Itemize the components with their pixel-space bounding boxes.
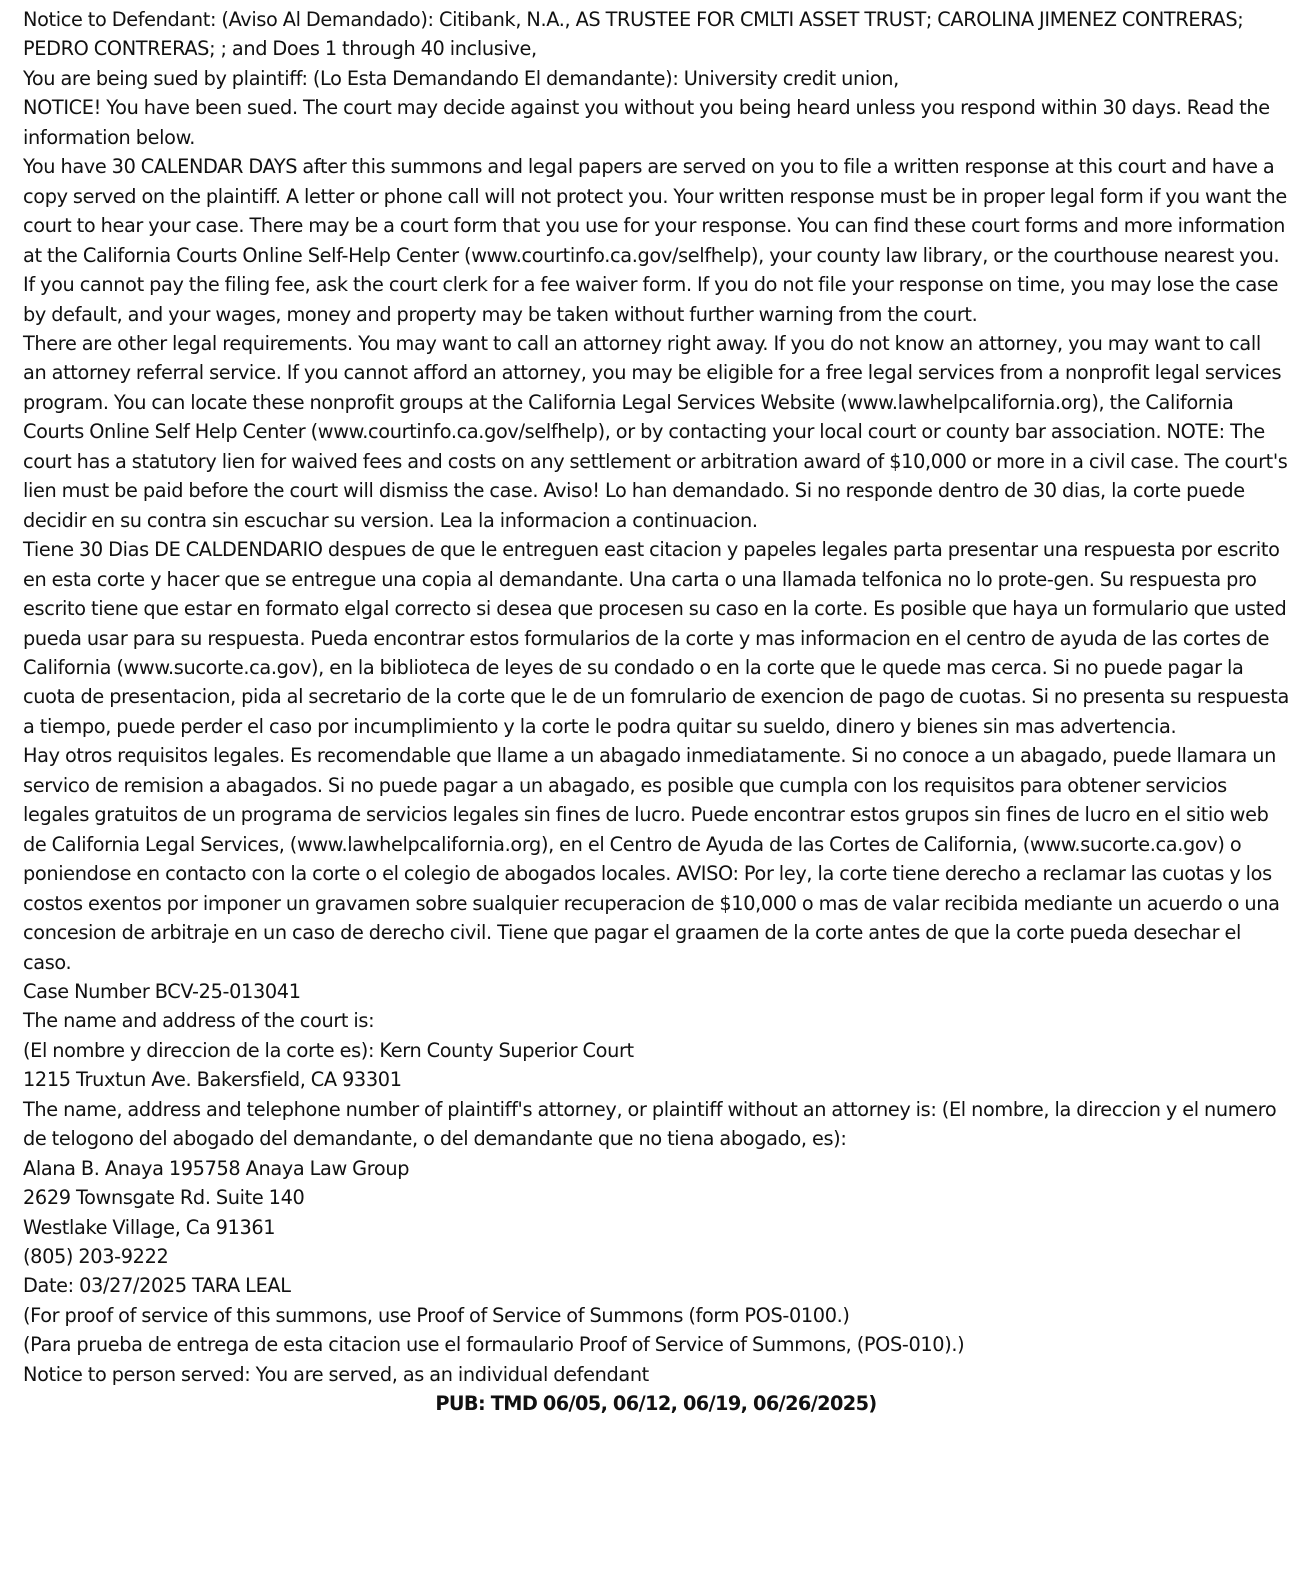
person-served-notice: Notice to person served: You are served, as an individual defendant bbox=[23, 1362, 649, 1386]
english-legal-requirements: There are other legal requirements. You may want to call an attorney right away. If you do not know an attorney, you may want to call an attorney referral service. If you cannot afford an attorney, you may be eligible for a free legal services from a nonprofit legal services program. You can locate these nonprofit groups at the California Legal Services Website (www.lawhelpcalifornia.org), the California Courts Online Self Help Center (www.courtinfo.ca.gov/selfhelp), or by contacting your local court or county bar association. NOTE: The court has a statutory lien for waived fees and costs on any settlement or arbitration award of $10,000 or more in a civil case. The court's lien must be paid before the court will dismiss the case. Aviso! Lo han demandado. Si no responde dentro de 30 dias, la corte puede decidir en su contra sin escuchar su version. Lea la informacion a continuacion. bbox=[23, 331, 1288, 532]
proof-of-service-spanish: (Para prueba de entrega de esta citacion use el formaulario Proof of Service of Summons, (POS-010).) bbox=[23, 1333, 965, 1357]
legal-notice bbox=[23, 5, 1289, 1419]
court-heading: The name and address of the court is: bbox=[23, 1009, 375, 1033]
attorney-street: 2629 Townsgate Rd. Suite 140 bbox=[23, 1186, 305, 1210]
proof-of-service-english: (For proof of service of this summons, use Proof of Service of Summons (form POS-0100.) bbox=[23, 1303, 850, 1327]
attorney-name: Alana B. Anaya 195758 Anaya Law Group bbox=[23, 1156, 410, 1180]
attorney-heading: The name, address and telephone number of plaintiff's attorney, or plaintiff without an attorney is: (El nombre, la direccion y el numero de telogono del abogado del demandante, o del demandante que no tiena abogado, es): bbox=[23, 1097, 1277, 1151]
court-name: (El nombre y direccion de la corte es): Kern County Superior Court bbox=[23, 1038, 634, 1062]
attorney-city: Westlake Village, Ca 91361 bbox=[23, 1215, 276, 1239]
plaintiff-paragraph: You are being sued by plaintiff: (Lo Esta Demandando El demandante): University credit union, bbox=[23, 66, 899, 90]
publication-line: PUB: TMD 06/05, 06/12, 06/19, 06/26/2025) bbox=[435, 1392, 877, 1416]
court-address: 1215 Truxtun Ave. Bakersfield, CA 93301 bbox=[23, 1068, 402, 1092]
spanish-legal-requirements: Hay otros requisitos legales. Es recomendable que llame a un abagado inmediatamente. Si no conoce a un abagado, puede llamara un servico de remision a abagados. Si no puede pagar a un abagado, es posible que cumpla con los requisitos para obtener servicios legales gratuitos de un programa de servicios legales sin fines de lucro. Puede encontrar estos grupos sin fines de lucro en el sitio web de California Legal Services, (www.lawhelpcalifornia.org), en el Centro de Ayuda de las Cortes de California, (www.sucorte.ca.gov) o poniendose en contacto con la corte o el colegio de abogados locales. AVISO: Por ley, la corte tiene derecho a reclamar las cuotas y los costos exentos por imponer un gravamen sobre sualquier recuperacion de $10,000 o mas de valar recibida mediante un acuerdo o una concesion de arbitraje en un caso de derecho civil. Tiene que pagar el graamen de la corte antes de que la corte pueda desechar el caso. bbox=[23, 744, 1280, 974]
sued-warning: NOTICE! You have been sued. The court may decide against you without you being heard unless you respond within 30 days. Read the information below. bbox=[23, 96, 1270, 149]
english-response-paragraph: You have 30 CALENDAR DAYS after this summons and legal papers are served on you to file a written response at this court and have a copy served on the plaintiff. A letter or phone call will not protect you. Your written response must be in proper legal form if you want the court to hear your case. There may be a court form that you use for your response. You can find these court forms and more information at the California Courts Online Self-Help Center (www.courtinfo.ca.gov/selfhelp), your county law library, or the courthouse nearest you. If you cannot pay the filing fee, ask the court clerk for a fee waiver form. If you do not file your response on time, you may lose the case by default, and your wages, money and property may be taken without further warning from the court. bbox=[23, 155, 1287, 326]
date-line: Date: 03/27/2025 TARA LEAL bbox=[23, 1274, 291, 1298]
case-number: Case Number BCV-25-013041 bbox=[23, 979, 301, 1003]
spanish-response-paragraph: Tiene 30 Dias DE CALDENDARIO despues de que le entreguen east citacion y papeles legales parta presentar una respuesta por escrito en esta corte y hacer que se entregue una copia al demandante. Una carta o una llamada telfonica no lo prote-gen. Su respuesta pro escrito tiene que estar en formato elgal correcto si desea que procesen su caso en la corte. Es posible que haya un formulario que usted pueda usar para su respuesta. Pueda encontrar estos formularios de la corte y mas informacion en el centro de ayuda de las cortes de California (www.sucorte.ca.gov), en la biblioteca de leyes de su condado o en la corte que le quede mas cerca. Si no puede pagar la cuota de presentacion, pida al secretario de la corte que le de un fomrulario de exencion de pago de cuotas. Si no presenta su respuesta a tiempo, puede perder el caso por incumplimiento y la corte le podra quitar su sueldo, dinero y bienes sin mas advertencia. bbox=[23, 538, 1289, 738]
defendant-paragraph: Notice to Defendant: (Aviso Al Demandado): Citibank, N.A., AS TRUSTEE FOR CMLTI ASSET TRUST; CAROLINA JIMENEZ CONTRERAS; PEDRO CONTRERAS; ; and Does 1 through 40 inclusive, bbox=[23, 8, 1244, 61]
attorney-phone: (805) 203-9222 bbox=[23, 1245, 169, 1269]
